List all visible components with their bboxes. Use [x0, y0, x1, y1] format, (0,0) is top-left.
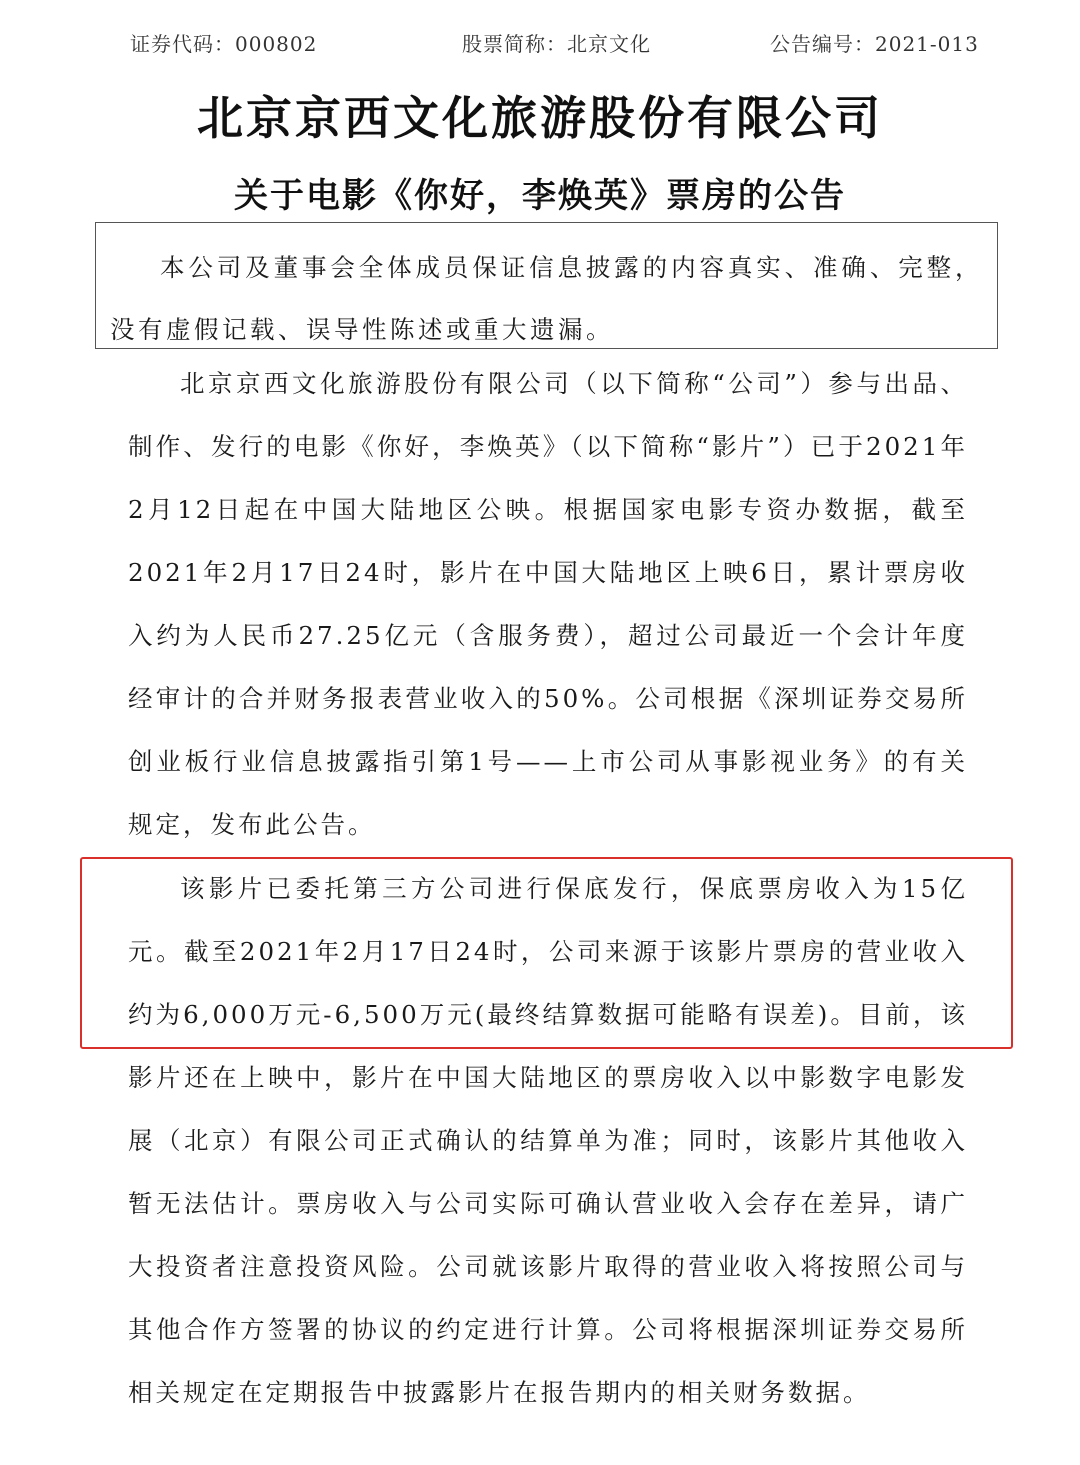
body-paragraph-2: 该影片已委托第三方公司进行保底发行，保底票房收入为15亿元。截至2021年2月17日24时，公司来源于该影片票房的营业收入约为6,000万元-6,500万元(最终结算数据可能略有误差)。目前，该影片还在上映中，影片在中国大陆地区的票房收入以中影数字电影发展（北京）有限公司正式确认的结算单为准；同时，该影片其他收入暂无法估计。票房收入与公司实际可确认营业收入会存在差异，请广大投资者注意投资风险。公司就该影片取得的营业收入将按照公司与其他合作方签署的协议的约定进行计算。公司将根据深圳证券交易所相关规定在定期报告中披露影片在报告期内的相关财务数据。 [128, 874, 968, 1407]
announcement-number: 公告编号：2021-013 [770, 32, 979, 56]
board-statement-text: 本公司及董事会全体成员保证信息披露的内容真实、准确、完整，没有虚假记载、误导性陈述或重大遗漏。 [110, 253, 983, 344]
board-statement-box [95, 222, 998, 349]
body-paragraph-1: 北京京西文化旅游股份有限公司（以下简称“公司”）参与出品、制作、发行的电影《你好，李焕英》（以下简称“影片”）已于2021年2月12日起在中国大陆地区公映。根据国家电影专资办数据，截至2021年2月17日24时，影片在中国大陆地区上映6日，累计票房收入约为人民币27.25亿元（含服务费），超过公司最近一个会计年度经审计的合并财务报表营业收入的50%。公司根据《深圳证券交易所创业板行业信息披露指引第1号——上市公司从事影视业务》的有关规定，发布此公告。 [128, 369, 968, 839]
stock-code: 证券代码：000802 [130, 32, 318, 56]
stock-short-name: 股票简称：北京文化 [462, 32, 651, 56]
document-header [0, 28, 1080, 58]
company-title: 北京京西文化旅游股份有限公司 [197, 91, 883, 145]
announcement-title: 关于电影《你好，李焕英》票房的公告 [234, 176, 846, 216]
